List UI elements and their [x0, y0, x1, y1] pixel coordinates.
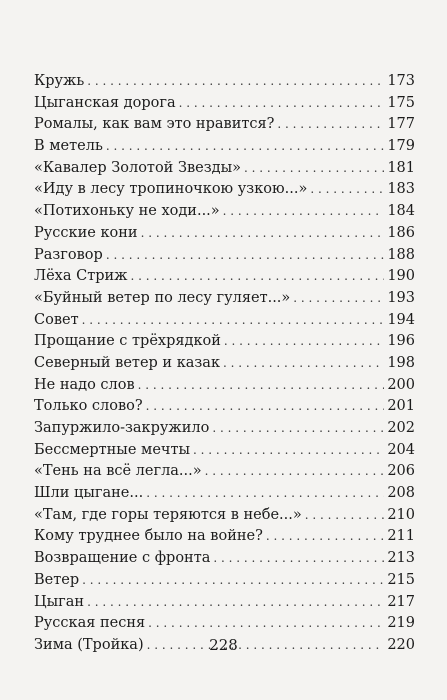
toc-entry [34, 548, 415, 570]
dot-leader [148, 613, 384, 635]
toc-entry-page: 184 [387, 203, 415, 220]
toc-entry-title: «Буйный ветер по лесу гуляет...» [34, 289, 291, 306]
toc-entry-page: 173 [387, 73, 415, 89]
toc-entry-page: 188 [387, 246, 415, 263]
dot-leader [82, 570, 384, 592]
toc-entry-title: Прощание с трёхрядкой [34, 333, 221, 350]
toc-entry [34, 266, 415, 288]
toc-entry-page: 208 [387, 485, 415, 502]
toc-entry [34, 71, 415, 93]
toc-entry-page: 217 [387, 593, 415, 610]
toc-entry [34, 418, 415, 440]
toc-entry [34, 592, 415, 614]
toc-entry [34, 483, 415, 505]
toc-entry [34, 396, 415, 418]
toc-entry [34, 93, 415, 115]
toc-entry [34, 353, 415, 375]
toc-entry-title: Не надо слов [34, 376, 135, 393]
toc-entry-title: Бессмертные мечты [34, 441, 191, 458]
toc-entry-page: 206 [387, 463, 415, 480]
toc-entry [34, 526, 415, 548]
toc-entry-title: Цыган [34, 593, 85, 610]
dot-leader [223, 353, 384, 375]
toc-entry-page: 198 [387, 354, 415, 371]
toc-entry [34, 613, 415, 635]
toc-entry-title: «Иду в лесу тропиночкою узкою...» [34, 181, 308, 198]
toc-entry-page: 200 [387, 376, 415, 393]
dot-leader [141, 223, 385, 245]
dot-leader [146, 396, 385, 418]
dot-leader [106, 245, 385, 267]
dot-leader [293, 288, 384, 310]
dot-leader [212, 418, 384, 440]
toc-entry [34, 461, 415, 483]
toc-entry-title: Ромалы, как вам это нравится? [34, 116, 275, 133]
toc-entry-title: Кому труднее было на войне? [34, 528, 263, 545]
dot-leader [87, 71, 384, 93]
table-of-contents [34, 71, 415, 657]
toc-entry-title: Совет [34, 311, 79, 328]
toc-entry [34, 136, 415, 158]
toc-entry-title: Шли цыгане... [34, 485, 144, 502]
toc-entry-title: «Кавалер Золотой Звезды» [34, 159, 241, 176]
toc-entry-page: 219 [387, 615, 415, 632]
toc-entry-page: 211 [387, 528, 415, 545]
dot-leader [223, 201, 385, 223]
dot-leader [87, 592, 384, 614]
toc-entry-page: 220 [387, 636, 415, 653]
toc-entry-page: 181 [387, 159, 415, 176]
toc-entry-title: Запуржило-закружило [34, 420, 210, 436]
toc-entry-title: Русские кони [34, 224, 138, 241]
dot-leader [224, 331, 384, 353]
toc-entry-title: Северный ветер и казак [34, 354, 221, 371]
toc-entry-title: «Тень на всё легла...» [34, 463, 202, 480]
toc-entry [34, 245, 415, 267]
toc-entry [34, 331, 415, 353]
toc-entry [34, 375, 415, 397]
toc-entry-title: Зима (Тройка) [34, 636, 144, 653]
toc-entry-title: Только слово? [34, 398, 143, 415]
toc-entry [34, 201, 415, 223]
dot-leader [310, 179, 384, 201]
toc-entry-page: 201 [387, 398, 415, 415]
toc-entry-title: Русская песня [34, 615, 146, 632]
toc-entry-page: 175 [387, 94, 415, 111]
page-number: 228 [209, 636, 238, 654]
toc-entry [34, 114, 415, 136]
dot-leader [179, 93, 385, 115]
toc-entry [34, 310, 415, 332]
toc-entry [34, 505, 415, 527]
toc-entry-page: 186 [387, 224, 415, 241]
dot-leader [266, 526, 384, 548]
dot-leader [146, 483, 384, 505]
dot-leader [205, 461, 385, 483]
toc-entry-page: 196 [387, 333, 415, 350]
dot-leader [131, 266, 385, 288]
toc-entry-title: В метель [34, 138, 103, 155]
toc-entry [34, 179, 415, 201]
toc-entry-title: «Там, где горы теряются в небе...» [34, 506, 302, 523]
toc-entry-title: Лёха Стриж [34, 268, 128, 285]
toc-entry-page: 213 [387, 550, 415, 567]
toc-entry [34, 223, 415, 245]
toc-entry-page: 190 [387, 268, 415, 285]
toc-entry-title: Возвращение с фронта [34, 550, 211, 567]
dot-leader [305, 505, 385, 527]
dot-leader [244, 158, 384, 180]
dot-leader [138, 375, 385, 397]
dot-leader [82, 310, 385, 332]
dot-leader [106, 136, 384, 158]
toc-entry [34, 440, 415, 462]
toc-entry-page: 202 [387, 420, 415, 436]
toc-entry-page: 183 [387, 181, 415, 198]
toc-entry-title: Ветер [34, 571, 80, 588]
toc-entry [34, 158, 415, 180]
dot-leader [193, 440, 384, 462]
toc-entry-page: 177 [387, 116, 415, 133]
toc-entry-page: 193 [387, 289, 415, 306]
toc-entry-title: «Потихоньку не ходи...» [34, 203, 220, 220]
toc-entry [34, 570, 415, 592]
toc-entry-title: Разговор [34, 246, 103, 263]
toc-entry-page: 179 [387, 138, 415, 155]
toc-entry-title: Кружь [34, 73, 85, 89]
toc-entry-page: 194 [387, 311, 415, 328]
toc-entry-page: 204 [387, 441, 415, 458]
toc-entry-page: 215 [387, 571, 415, 588]
dot-leader [277, 114, 384, 136]
dot-leader [213, 548, 384, 570]
toc-entry [34, 288, 415, 310]
toc-entry-title: Цыганская дорога [34, 94, 176, 111]
toc-entry-page: 210 [387, 506, 415, 523]
